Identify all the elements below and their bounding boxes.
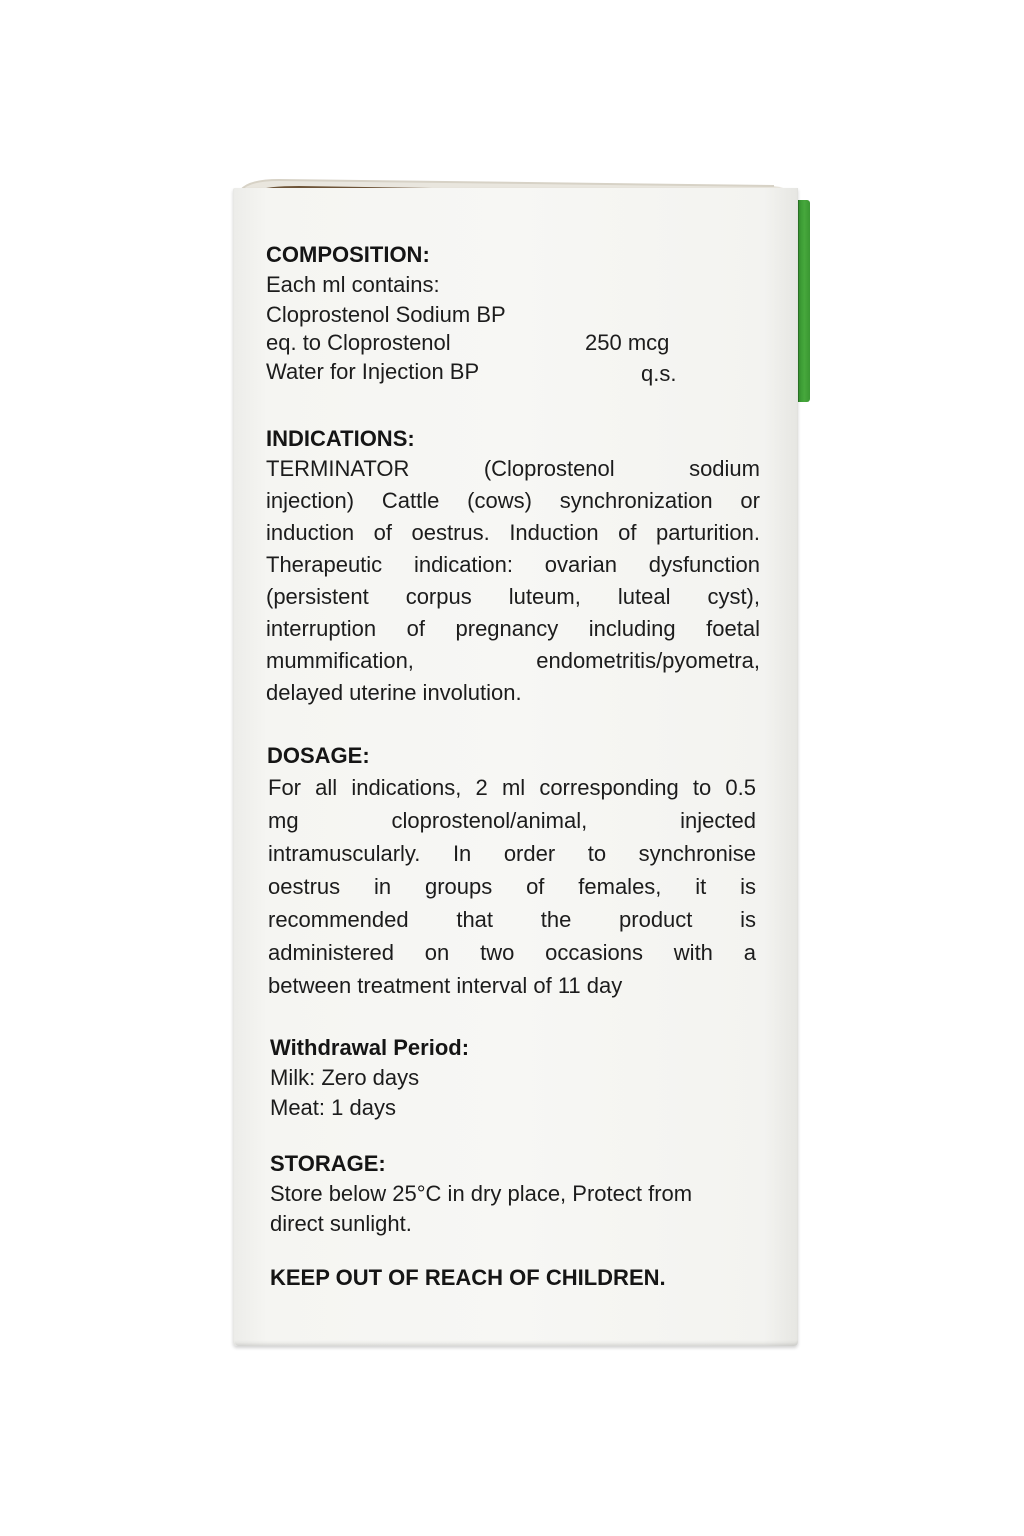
- withdrawal-heading: Withdrawal Period:: [270, 1035, 470, 1060]
- dosage-line: intramuscularly. In order to synchronise: [268, 841, 756, 866]
- composition-heading: COMPOSITION:: [266, 242, 430, 267]
- storage-line: direct sunlight.: [270, 1211, 412, 1236]
- indications-line: Therapeutic indication: ovarian dysfunction: [266, 552, 760, 577]
- dosage-line: For all indications, 2 ml corresponding to 0.5: [268, 775, 756, 800]
- indications-heading: INDICATIONS:: [266, 426, 415, 451]
- indications-line: TERMINATOR (Cloprostenol sodium: [266, 456, 760, 481]
- indications-line: mummification, endometritis/pyometra,: [266, 648, 760, 673]
- dosage-line: administered on two occasions with a: [268, 940, 756, 965]
- dosage-line: mg cloprostenol/animal, injected: [268, 808, 756, 833]
- panel-bottom-edge: [235, 1340, 798, 1346]
- storage-heading: STORAGE:: [270, 1151, 386, 1176]
- withdrawal-line: Meat: 1 days: [270, 1095, 396, 1120]
- composition-line: Each ml contains:: [266, 272, 440, 297]
- indications-line: delayed uterine involution.: [266, 680, 522, 705]
- indications-line: injection) Cattle (cows) synchronization or: [266, 488, 760, 513]
- green-side-flap: [796, 200, 810, 402]
- dosage-heading: DOSAGE:: [267, 743, 370, 768]
- composition-amount: q.s.: [641, 361, 677, 386]
- indications-line: (persistent corpus luteum, luteal cyst),: [266, 584, 760, 609]
- storage-line: Store below 25°C in dry place, Protect from: [270, 1181, 693, 1206]
- composition-amount: 250 mcg: [585, 330, 670, 355]
- composition-line: eq. to Cloprostenol: [266, 330, 451, 355]
- dosage-line: between treatment interval of 11 day: [268, 973, 623, 998]
- child-safety-warning: KEEP OUT OF REACH OF CHILDREN.: [270, 1265, 666, 1290]
- indications-line: induction of oestrus. Induction of parturition.: [266, 520, 760, 545]
- composition-line: Cloprostenol Sodium BP: [266, 302, 506, 327]
- composition-line: Water for Injection BP: [266, 359, 480, 384]
- dosage-line: recommended that the product is: [268, 907, 756, 932]
- withdrawal-line: Milk: Zero days: [270, 1065, 420, 1090]
- indications-line: interruption of pregnancy including foetal: [266, 616, 760, 641]
- dosage-line: oestrus in groups of females, it is: [268, 874, 756, 899]
